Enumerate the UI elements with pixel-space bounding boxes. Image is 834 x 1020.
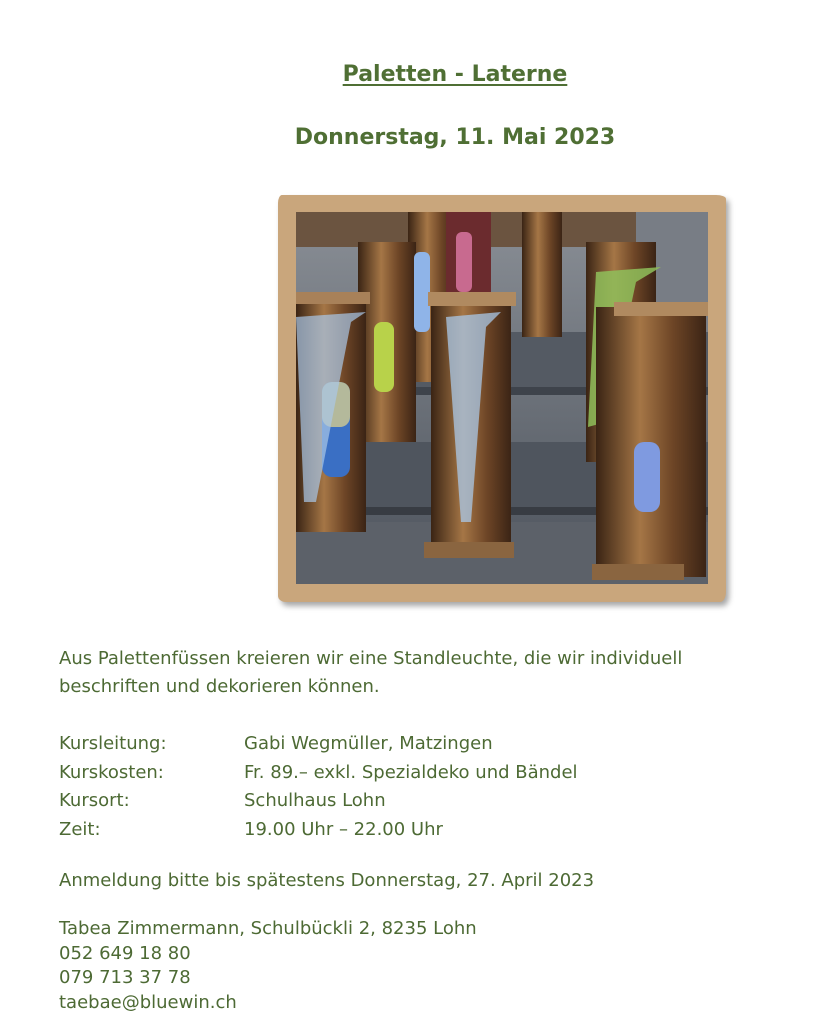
info-label: Zeit: <box>59 818 101 840</box>
lantern-photo <box>296 212 708 584</box>
photo-frame <box>278 195 726 602</box>
contact-address: Tabea Zimmermann, Schulbückli 2, 8235 Lohn <box>59 918 477 939</box>
info-label: Kurskosten: <box>59 761 164 783</box>
info-value: Fr. 89.– exkl. Spezialdeko und Bändel <box>244 761 578 783</box>
info-row-kursleitung <box>59 730 578 759</box>
info-label: Kursleitung: <box>59 733 167 754</box>
info-value: Gabi Wegmüller, Matzingen <box>244 733 493 754</box>
registration-deadline: Anmeldung bitte bis spätestens Donnerstag, 27. April 2023 <box>59 870 595 891</box>
info-label: Kursort: <box>59 790 130 811</box>
description-line: beschriften und dekorieren können. <box>59 676 380 697</box>
info-row-zeit <box>59 816 578 845</box>
info-value: Schulhaus Lohn <box>244 790 386 811</box>
info-row-kursort <box>59 787 578 816</box>
description-line: Aus Palettenfüssen kreieren wir eine Standleuchte, die wir individuell <box>59 648 683 669</box>
contact-email[interactable]: taebae@bluewin.ch <box>59 991 237 1013</box>
contact-block <box>59 917 477 1015</box>
info-value: 19.00 Uhr – 22.00 Uhr <box>244 818 443 840</box>
course-description <box>59 645 682 701</box>
contact-phone-2: 079 713 37 78 <box>59 967 191 988</box>
event-date: Donnerstag, 11. Mai 2023 <box>294 125 616 150</box>
info-row-kurskosten <box>59 759 578 788</box>
document-title: Paletten - Laterne <box>342 62 568 87</box>
contact-phone-1: 052 649 18 80 <box>59 942 191 964</box>
course-info-table <box>59 730 578 844</box>
